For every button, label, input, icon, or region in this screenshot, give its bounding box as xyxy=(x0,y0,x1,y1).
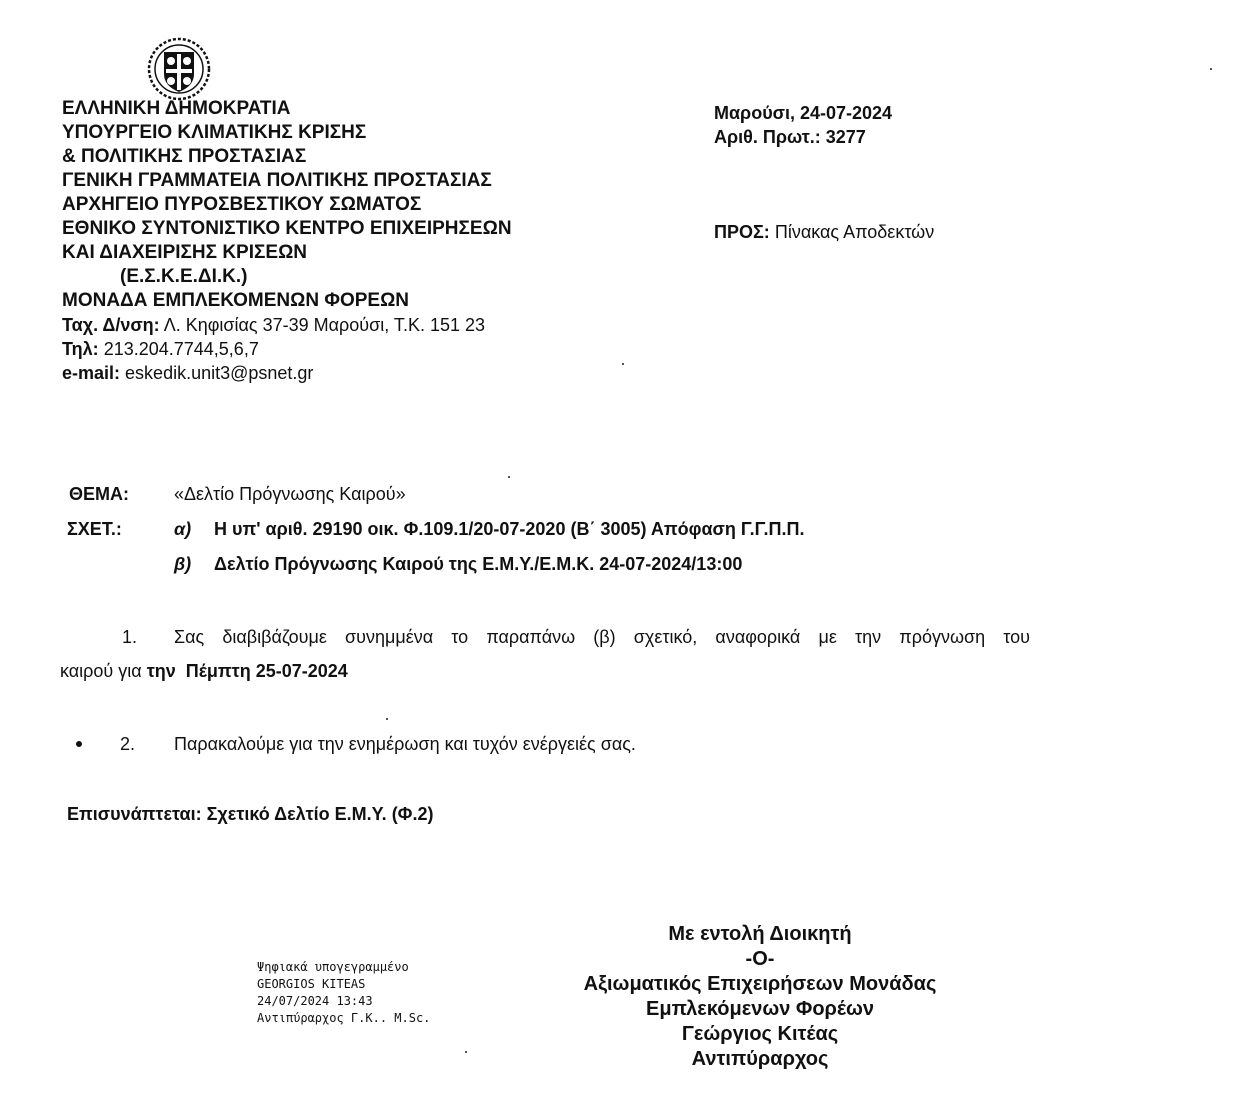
greek-state-emblem xyxy=(146,36,212,102)
paragraph-1-line-2 xyxy=(60,658,348,684)
references-label: ΣΧΕΤ.: xyxy=(67,519,122,539)
phone-line xyxy=(62,337,512,361)
digital-signature-rank: Αντιπύραρχος Γ.Κ.. M.Sc. xyxy=(257,1011,431,1025)
scan-speck xyxy=(508,476,510,478)
scan-speck xyxy=(622,363,624,365)
email-line xyxy=(62,361,512,385)
header-line-secretariat: ΓΕΝΙΚΗ ΓΡΑΜΜΑΤΕΙΑ ΠΟΛΙΤΙΚΗΣ ΠΡΟΣΤΑΣΙΑΣ xyxy=(62,170,492,191)
address-line xyxy=(62,313,512,337)
signature-name: Γεώργιος Κιτέας xyxy=(681,1023,839,1045)
recipient-value: Πίνακας Αποδεκτών xyxy=(774,222,935,242)
digital-signature-stamp xyxy=(257,959,430,1027)
recipient-label: ΠΡΟΣ: xyxy=(714,222,770,242)
reference-marker-a: α) xyxy=(174,519,192,539)
digital-signature-timestamp: 24/07/2024 13:43 xyxy=(257,994,373,1008)
email-label: e-mail: xyxy=(62,363,121,383)
protocol-number: Αριθ. Πρωτ.: 3277 xyxy=(714,127,866,147)
scan-speck xyxy=(386,718,388,720)
signature-title-cont: Εμπλεκόμενων Φορέων xyxy=(646,998,874,1020)
place-date: Μαρούσι, 24-07-2024 xyxy=(714,103,893,123)
attachment-value: Σχετικό Δελτίο Ε.Μ.Υ. (Φ.2) xyxy=(206,804,434,824)
digital-signature-line-1: Ψηφιακά υπογεγραμμένο xyxy=(257,960,409,974)
paragraph-1-number: 1. xyxy=(122,627,138,647)
address-value: Λ. Κηφισίας 37-39 Μαρούσι, Τ.Κ. 151 23 xyxy=(163,315,486,335)
attachment-label: Επισυνάπτεται: xyxy=(67,804,202,824)
header-line-center: ΕΘΝΙΚΟ ΣΥΝΤΟΝΙΣΤΙΚΟ ΚΕΝΤΡΟ ΕΠΙΧΕΙΡΗΣΕΩΝ xyxy=(62,218,512,239)
header-line-ministry: ΥΠΟΥΡΓΕΙΟ ΚΛΙΜΑΤΙΚΗΣ ΚΡΙΣΗΣ xyxy=(62,122,367,143)
scan-speck xyxy=(465,1051,467,1053)
signature-block xyxy=(540,922,980,1072)
paragraph-2-number: 2. xyxy=(120,734,136,754)
header-line-unit: ΜΟΝΑΔΑ ΕΜΠΛΕΚΟΜΕΝΩΝ ΦΟΡΕΩΝ xyxy=(62,290,410,311)
phone-label: Τηλ: xyxy=(62,339,99,359)
paragraph-1-line-1: Σας διαβιβάζουμε συνημμένα το παραπάνω (β) σχετικό, αναφορικά με την πρόγνωση του xyxy=(174,627,1030,647)
paragraph-1-line-2-prefix: καιρού για xyxy=(60,661,142,681)
subject-value: «Δελτίο Πρόγνωσης Καιρού» xyxy=(174,484,406,504)
header-line-fire-service: ΑΡΧΗΓΕΙΟ ΠΥΡΟΣΒΕΣΤΙΚΟΥ ΣΩΜΑΤΟΣ xyxy=(62,194,422,215)
reference-marker-b: β) xyxy=(174,554,192,574)
reference-text-b: Δελτίο Πρόγνωσης Καιρού της Ε.Μ.Υ./Ε.Μ.Κ. 24-07-2024/13:00 xyxy=(214,554,743,574)
recipient-line xyxy=(714,219,934,245)
scan-speck xyxy=(1210,68,1212,70)
header-line-acronym: (Ε.Σ.Κ.Ε.ΔΙ.Κ.) xyxy=(120,266,248,287)
signature-title: Αξιωματικός Επιχειρήσεων Μονάδας xyxy=(583,973,937,995)
signature-rank: Αντιπύραρχος xyxy=(691,1048,829,1070)
attachment-line xyxy=(67,801,433,827)
paragraph-2-text: Παρακαλούμε για την ενημέρωση και τυχόν ενέργειές σας. xyxy=(174,734,636,754)
subject-label: ΘΕΜΑ: xyxy=(69,484,129,504)
address-label: Ταχ. Δ/νση: xyxy=(62,315,160,335)
reference-text-a: Η υπ' αριθ. 29190 οικ. Φ.109.1/20-07-2020 (Β΄ 3005) Απόφαση Γ.Γ.Π.Π. xyxy=(214,519,805,539)
email-value: eskedik.unit3@psnet.gr xyxy=(125,363,314,383)
header-line-ministry-cont: & ΠΟΛΙΤΙΚΗΣ ΠΡΟΣΤΑΣΙΑΣ xyxy=(62,146,307,167)
bullet-dot xyxy=(76,741,82,747)
header-line-center-cont: ΚΑΙ ΔΙΑΧΕΙΡΙΣΗΣ ΚΡΙΣΕΩΝ xyxy=(62,242,308,263)
header-line-republic: ΕΛΛΗΝΙΚΗ ΔΗΜΟΚΡΑΤΙΑ xyxy=(62,98,291,119)
signature-the: -Ο- xyxy=(745,948,775,970)
phone-value: 213.204.7744,5,6,7 xyxy=(103,339,259,359)
issuer-header xyxy=(62,97,512,385)
paragraph-1-date: την Πέμπτη 25-07-2024 xyxy=(146,661,348,681)
signature-by-order: Με εντολή Διοικητή xyxy=(668,923,852,945)
digital-signature-name: GEORGIOS KITEAS xyxy=(257,977,366,991)
